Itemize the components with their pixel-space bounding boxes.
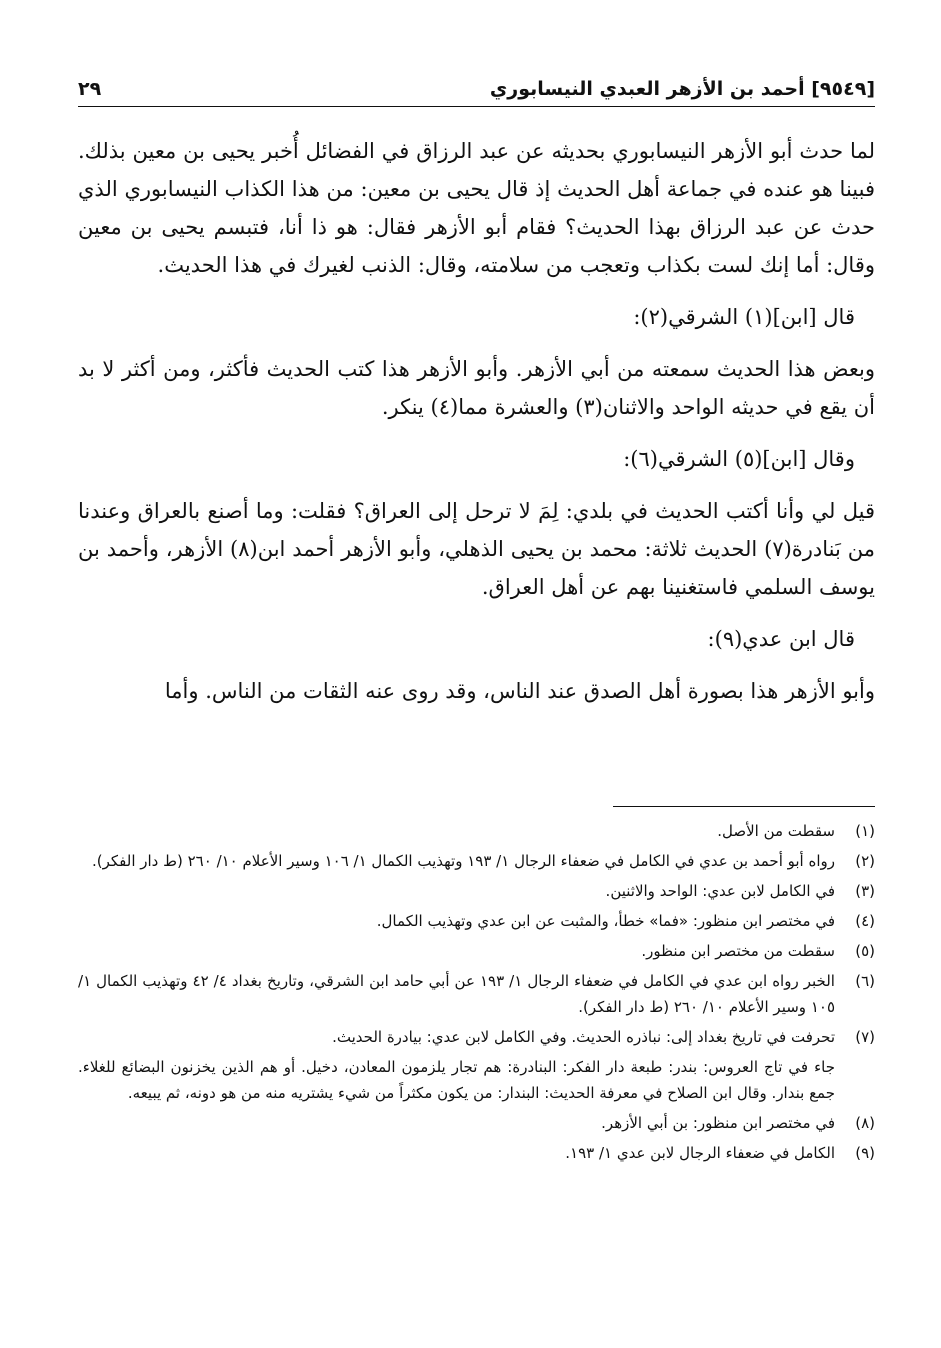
footnotes (78, 818, 875, 1170)
footnote-7-continuation: جاء في تاج العروس: بندر: طبعة دار الفكر: البنادرة: هم تجار يلزمون المعادن، دخيل. أو هم الذين يخزنون البضائع للغلاء. جمع بندار. وقال ابن الصلاح في معرفة الحديث: البندار: من يكون مكثراً من شيء يشتريه منه من هو دونه، ثم يبيعه. (78, 1058, 835, 1102)
quote-heading-3: قال ابن عدي(٩): (707, 627, 855, 651)
footnote-1 (78, 818, 875, 844)
footnote-number: (٧) (855, 1028, 875, 1046)
footnote-8 (78, 1110, 875, 1136)
footnote-text: الخبر رواه ابن عدي في الكامل في ضعفاء الرجال ١/ ١٩٣ عن أبي حامد ابن الشرقي، وتاريخ بغداد ٤/ ٤٢ وتهذيب الكمال ١/ ١٠٥ وسير الأعلام ١٠/ ٢٦٠ (ط دار الفكر). (78, 972, 835, 1016)
running-title: [٩٥٤٩] أحمد بن الأزهر العبدي النيسابوري (489, 78, 875, 100)
main-text (78, 132, 875, 710)
footnote-number: (٥) (855, 942, 875, 960)
footnote-text: سقطت من الأصل. (717, 822, 835, 840)
footnote-3 (78, 878, 875, 904)
footnote-text: في مختصر ابن منظور: بن أبي الأزهر. (601, 1114, 835, 1132)
footnote-text: في الكامل لابن عدي: الواحد والاثنين. (605, 882, 835, 900)
footnote-text: رواه أبو أحمد بن عدي في الكامل في ضعفاء الرجال ١/ ١٩٣ وتهذيب الكمال ١/ ١٠٦ وسير الأعلام ١٠/ ٢٦٠ (ط دار الفكر). (92, 852, 835, 870)
footnote-text: في مختصر ابن منظور: «فما» خطأ، والمثبت عن ابن عدي وتهذيب الكمال. (376, 912, 835, 930)
footnote-number: (٢) (855, 852, 875, 870)
footnote-number: (٣) (855, 882, 875, 900)
paragraph-3: قيل لي وأنا أكتب الحديث في بلدي: لِمَ لا ترحل إلى العراق؟ فقلت: وما أصنع بالعراق وعندنا من بَنادرة(٧) الحديث ثلاثة: محمد بن يحيى الذهلي، وأبو الأزهر أحمد ابن(٨) الأزهر، وأحمد بن يوسف السلمي فاستغنينا بهم عن أهل العراق. (78, 499, 875, 599)
footnote-number: (٩) (855, 1144, 875, 1162)
footnote-4 (78, 908, 875, 934)
footnote-text: الكامل في ضعفاء الرجال لابن عدي ١/ ١٩٣. (565, 1144, 835, 1162)
footnote-6 (78, 968, 875, 1020)
footnote-number: (٨) (855, 1114, 875, 1132)
footnote-number: (٤) (855, 912, 875, 930)
footnote-number: (١) (855, 822, 875, 840)
footnote-text: تحرفت في تاريخ بغداد إلى: نباذره الحديث. وفي الكامل لابن عدي: بيادرة الحديث. (332, 1028, 835, 1046)
footnote-7 (78, 1024, 875, 1050)
quote-heading-2: وقال [ابن](٥) الشرقي(٦): (623, 447, 855, 471)
footnote-2 (78, 848, 875, 874)
paragraph-2: وبعض هذا الحديث سمعته من أبي الأزهر. وأبو الأزهر هذا كتب الحديث فأكثر، ومن أكثر لا بد أن يقع في حديثه الواحد والاثنان(٣) والعشرة مما(٤) ينكر. (78, 357, 875, 419)
paragraph-4: وأبو الأزهر هذا بصورة أهل الصدق عند الناس، وقد روى عنه الثقات من الناس. وأما (164, 679, 875, 703)
footnote-9 (78, 1140, 875, 1166)
footnote-text: سقطت من مختصر ابن منظور. (641, 942, 835, 960)
footnote-5 (78, 938, 875, 964)
running-head (78, 72, 875, 107)
quote-heading-1: قال [ابن](١) الشرقي(٢): (633, 305, 855, 329)
page-number: ٢٩ (78, 78, 102, 100)
footnote-separator (613, 806, 875, 807)
paragraph-1: لما حدث أبو الأزهر النيسابوري بحديثه عن عبد الرزاق في الفضائل أُخبر يحيى بن معين بذلك. فبينا هو عنده في جماعة أهل الحديث إذ قال يحيى بن معين: من هذا الكذاب النيسابوري الذي حدث عن عبد الرزاق بهذا الحديث؟ فقام أبو الأزهر فقال: هو ذا أنا، فتبسم يحيى بن معين وقال: أما إنك لست بكذاب وتعجب من سلامته، وقال: الذنب لغيرك في هذا الحديث. (78, 139, 875, 277)
footnote-number: (٦) (855, 972, 875, 990)
